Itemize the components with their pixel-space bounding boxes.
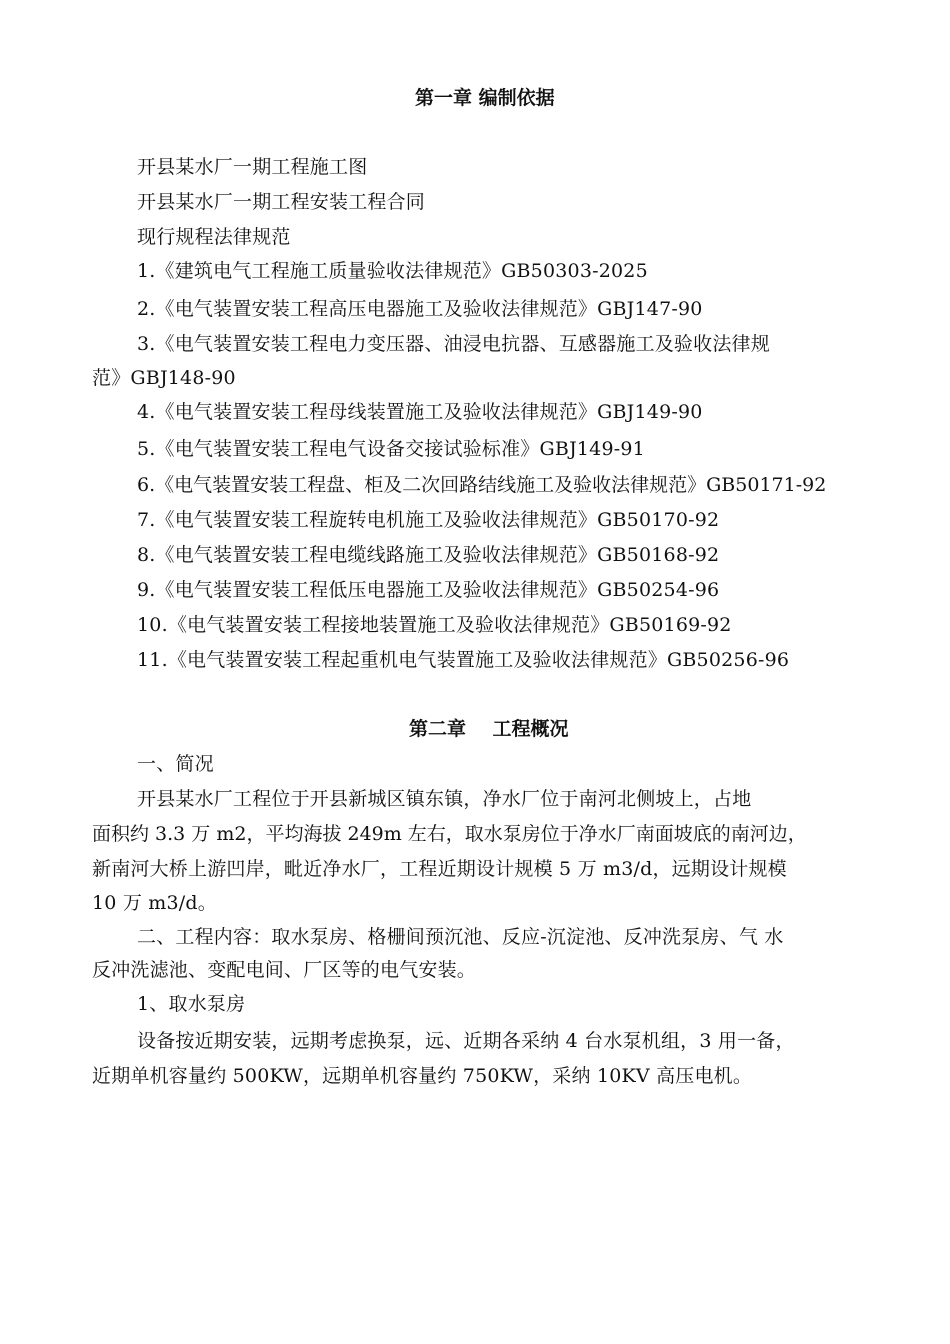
standard-item: 6.《电气装置安装工程盘、柜及二次回路结线施工及验收法律规范》GB50171-92 — [137, 474, 827, 496]
standard-item: 1.《建筑电气工程施工质量验收法律规范》GB50303-2025 — [137, 260, 648, 282]
standard-item: 4.《电气装置安装工程母线装置施工及验收法律规范》GBJ149-90 — [137, 401, 703, 423]
paragraph-line: 反冲洗滤池、变配电间、厂区等的电气安装。 — [92, 959, 477, 981]
paragraph-line: 面积约 3.3 万 m2，平均海拔 249m 左右，取水泵房位于净水厂南面坡底的南河边， — [92, 823, 807, 845]
paragraph-line: 近期单机容量约 500KW，远期单机容量约 750KW，采纳 10KV 高压电机。 — [92, 1065, 753, 1087]
paragraph-line: 开县某水厂工程位于开县新城区镇东镇，净水厂位于南河北侧坡上，占地 — [137, 788, 752, 810]
standard-item: 8.《电气装置安装工程电缆线路施工及验收法律规范》GB50168-92 — [137, 544, 720, 566]
standard-item: 11.《电气装置安装工程起重机电气装置施工及验收法律规范》GB50256-96 — [137, 649, 790, 671]
section-heading: 一、简况 — [137, 753, 214, 775]
paragraph-line: 设备按近期安装，远期考虑换泵，远、近期各采纳 4 台水泵机组，3 用一备， — [137, 1030, 795, 1052]
standard-item-continuation: 范》GBJ148-90 — [92, 367, 236, 389]
paragraph-line: 新南河大桥上游凹岸，毗近净水厂，工程近期设计规模 5 万 m3/d，远期设计规模 — [92, 858, 787, 880]
chapter-1-title: 第一章 编制依据 — [415, 87, 555, 109]
standard-item: 5.《电气装置安装工程电气设备交接试验标准》GBJ149-91 — [137, 438, 645, 460]
chapter-2-title: 第二章 工程概况 — [409, 718, 569, 740]
standard-item: 7.《电气装置安装工程旋转电机施工及验收法律规范》GB50170-92 — [137, 509, 720, 531]
basis-line: 开县某水厂一期工程安装工程合同 — [137, 191, 426, 213]
paragraph-line: 10 万 m3/d。 — [92, 892, 217, 914]
standard-item: 10.《电气装置安装工程接地装置施工及验收法律规范》GB50169-92 — [137, 614, 732, 636]
standard-item: 2.《电气装置安装工程高压电器施工及验收法律规范》GBJ147-90 — [137, 298, 703, 320]
basis-line: 现行规程法律规范 — [137, 226, 291, 248]
basis-line: 开县某水厂一期工程施工图 — [137, 156, 368, 178]
section-heading: 1、取水泵房 — [137, 993, 246, 1015]
standard-item: 9.《电气装置安装工程低压电器施工及验收法律规范》GB50254-96 — [137, 579, 720, 601]
paragraph-line: 二、工程内容：取水泵房、格栅间预沉池、反应-沉淀池、反冲洗泵房、气 水 — [137, 926, 784, 948]
standard-item: 3.《电气装置安装工程电力变压器、油浸电抗器、互感器施工及验收法律规 — [137, 333, 770, 355]
